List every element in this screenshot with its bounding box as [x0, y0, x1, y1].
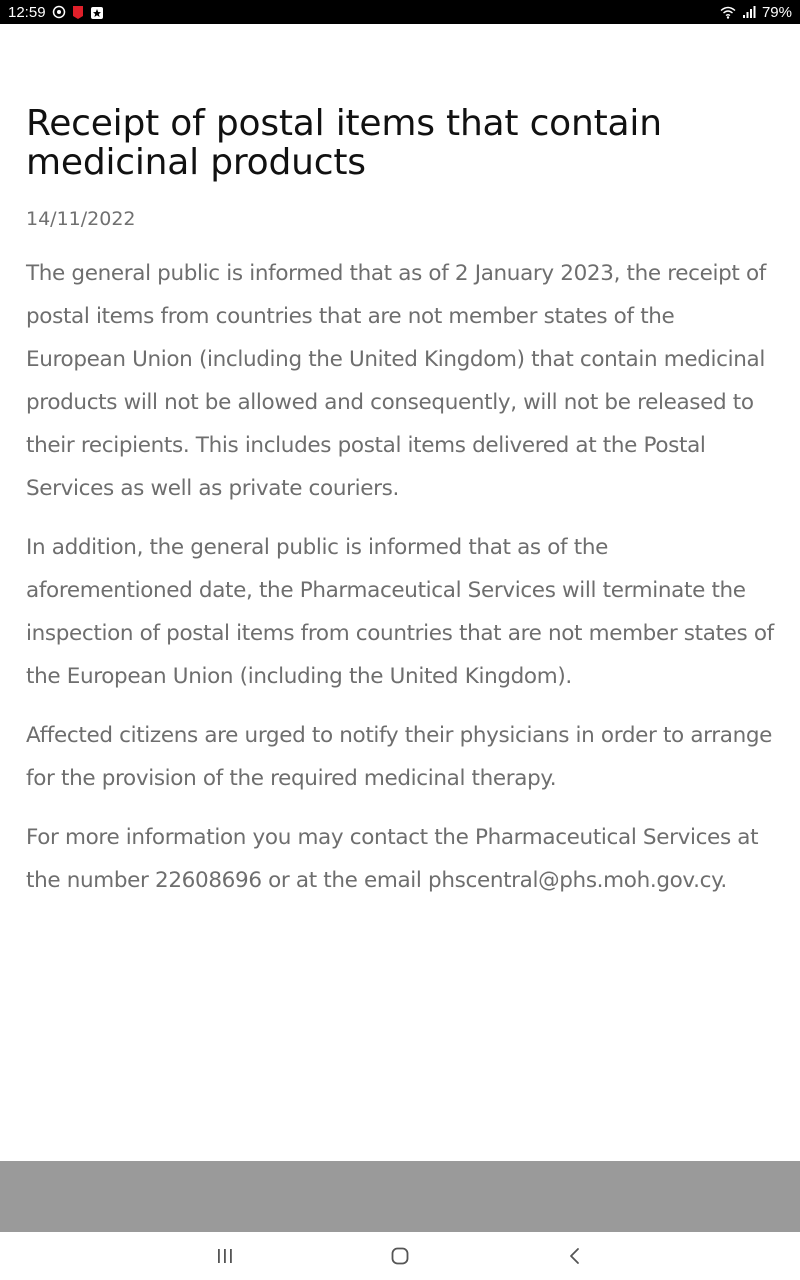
home-button[interactable]	[385, 1242, 415, 1270]
footer-band	[0, 1161, 800, 1232]
article-paragraph: For more information you may contact the Pharmaceutical Services at the number 22608696 or at the email phscentral@phs.moh.gov.cy.	[26, 825, 759, 893]
article-paragraph: Affected citizens are urged to notify their physicians in order to arrange for the provision of the required medicinal therapy.	[26, 723, 773, 791]
system-nav-bar	[0, 1232, 800, 1280]
recents-button[interactable]	[210, 1242, 240, 1270]
back-button[interactable]	[560, 1242, 590, 1270]
wifi-icon	[720, 6, 736, 19]
recents-icon	[215, 1247, 235, 1265]
sync-icon	[52, 5, 66, 19]
article-paragraph: In addition, the general public is informed that as of the aforementioned date, the Pharmaceutical Services will terminate the inspection of postal items from countries that are not member states of the European Union (including the United Kingdom).	[26, 535, 774, 689]
app-notification-icon	[90, 5, 104, 20]
page-title: Receipt of postal items that contain medicinal products	[26, 103, 662, 183]
article-content	[0, 24, 800, 1161]
article-paragraph: The general public is informed that as of 2 January 2023, the receipt of postal items from countries that are not member states of the European Union (including the United Kingdom) that contain medicinal products will not be allowed and consequently, will not be released to their recipients. This includes postal items delivered at the Postal Services as well as private couriers.	[26, 261, 767, 501]
battery-level: 79%	[761, 3, 792, 21]
home-icon	[390, 1246, 410, 1266]
status-time: 12:59	[8, 3, 46, 21]
back-icon	[565, 1246, 585, 1266]
article-date: 14/11/2022	[26, 208, 136, 230]
red-app-notification-icon	[72, 5, 84, 20]
status-bar	[0, 0, 800, 24]
status-right	[720, 4, 792, 21]
status-left	[8, 4, 104, 21]
signal-icon	[742, 6, 756, 18]
